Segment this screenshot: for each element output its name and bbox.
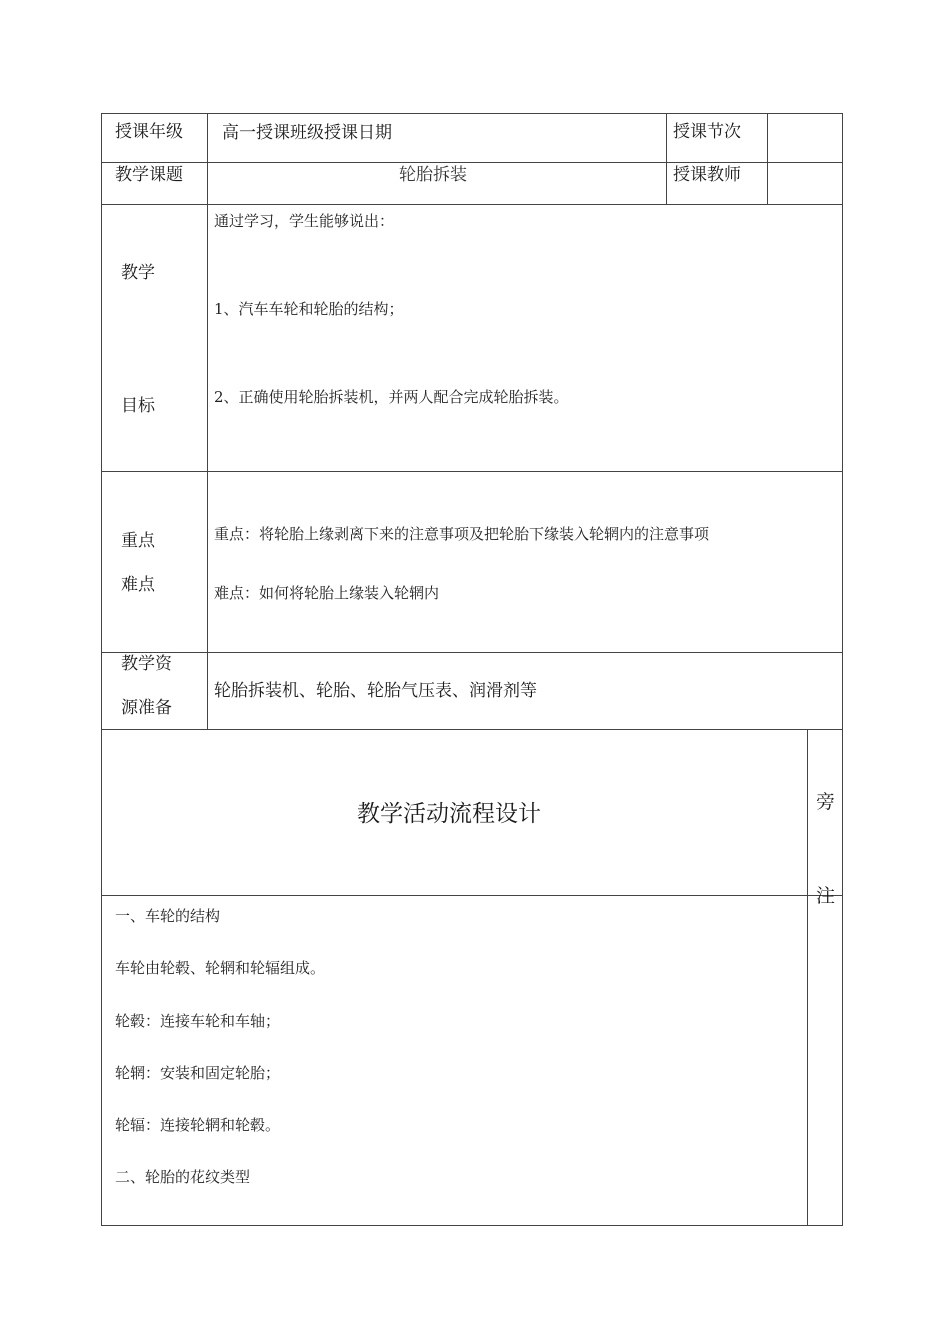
objectives-intro: 通过学习，学生能够说出： <box>214 212 395 230</box>
resources-value: 轮胎拆装机、轮胎、轮胎气压表、润滑剂等 <box>214 681 537 701</box>
topic-value: 轮胎拆装 <box>399 165 467 185</box>
column-divider <box>767 113 768 205</box>
objectives-label-top: 教学 <box>121 263 155 283</box>
keypoints-label-top: 重点 <box>121 531 155 551</box>
topic-label: 教学课题 <box>115 165 183 185</box>
column-divider <box>666 113 667 205</box>
table-border-bottom <box>101 1225 843 1226</box>
row-divider <box>101 895 843 896</box>
row-divider <box>101 729 843 730</box>
label-column-divider <box>207 113 208 730</box>
row-divider <box>101 204 843 205</box>
row-divider <box>101 162 843 163</box>
grade-value: 高一授课班级授课日期 <box>222 123 392 143</box>
content-paragraph: 轮辐：连接轮辋和轮毂。 <box>115 1116 281 1134</box>
table-border-right <box>842 113 843 1226</box>
resources-label-top: 教学资 <box>121 654 172 674</box>
content-paragraph: 轮毂：连接车轮和车轴； <box>115 1012 281 1030</box>
table-border-left <box>101 113 102 1226</box>
grade-label: 授课年级 <box>115 122 183 142</box>
row-divider <box>101 652 843 653</box>
side-note-label-2: 注 <box>816 885 836 907</box>
session-label: 授课节次 <box>673 122 741 142</box>
content-paragraph: 轮辋：安装和固定轮胎； <box>115 1064 281 1082</box>
table-border-top <box>101 113 843 114</box>
section-heading-2: 二、轮胎的花纹类型 <box>115 1168 251 1186</box>
flow-title: 教学活动流程设计 <box>357 801 541 827</box>
section-heading-1: 一、车轮的结构 <box>115 907 221 925</box>
keypoints-label-bottom: 难点 <box>121 575 155 595</box>
content-paragraph: 车轮由轮毂、轮辋和轮辐组成。 <box>115 959 326 977</box>
side-note-label-1: 旁 <box>816 791 836 813</box>
objectives-label-bottom: 目标 <box>121 396 155 416</box>
difficulty-text: 难点：如何将轮胎上缘装入轮辋内 <box>214 584 440 602</box>
resources-label-bottom: 源准备 <box>121 698 172 718</box>
objective-item-2: 2、正确使用轮胎拆装机，并两人配合完成轮胎拆装。 <box>214 388 569 406</box>
objective-item-1: 1、汽车车轮和轮胎的结构； <box>214 300 404 318</box>
key-point-text: 重点：将轮胎上缘剥离下来的注意事项及把轮胎下缘装入轮辋内的注意事项 <box>214 525 710 543</box>
side-note-label-clip <box>808 882 842 907</box>
teacher-label: 授课教师 <box>673 165 741 185</box>
row-divider <box>101 471 843 472</box>
side-note-divider <box>807 729 808 1226</box>
